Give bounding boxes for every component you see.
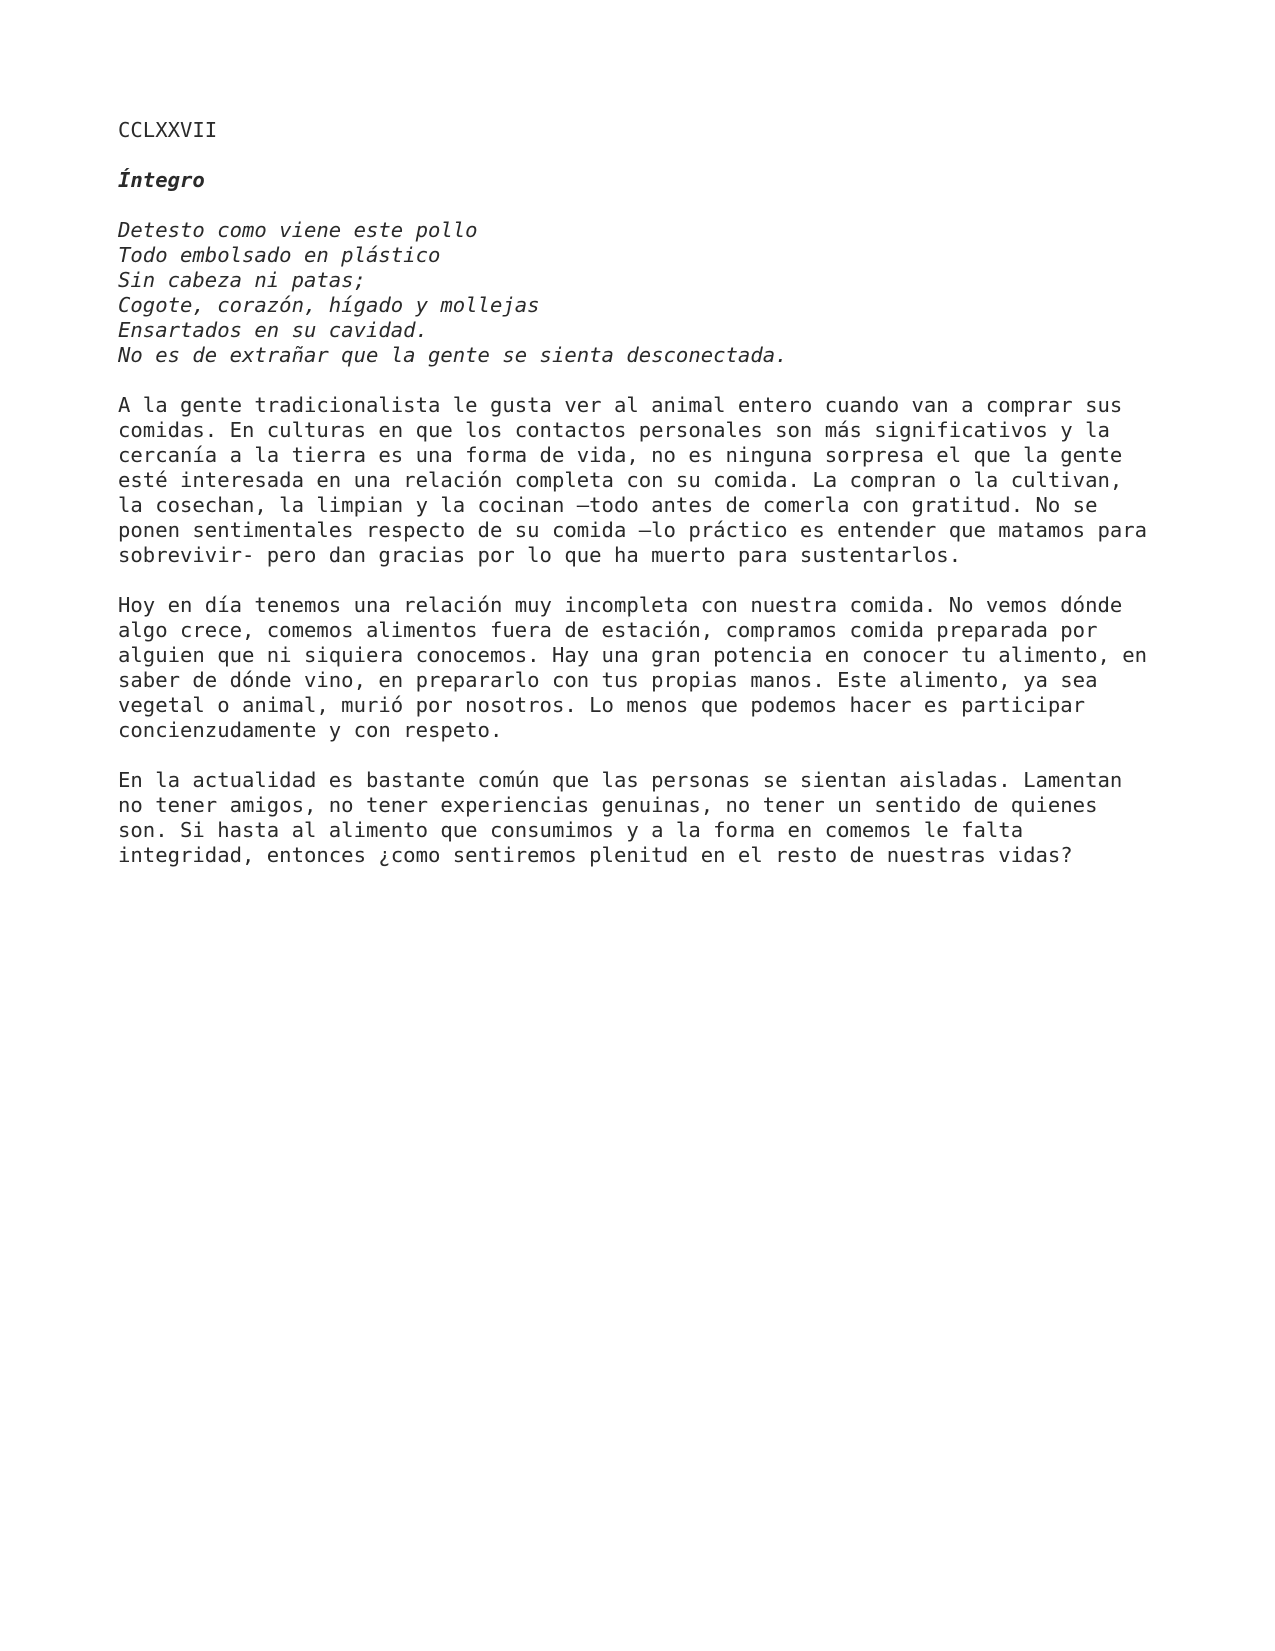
paragraph-line: integridad, entonces ¿como sentiremos plenitud en el resto de nuestras vidas? <box>118 843 1073 867</box>
paragraph-line: esté interesada en una relación completa con su comida. La compran o la cultivan, <box>118 468 1123 492</box>
paragraph-line: cercanía a la tierra es una forma de vida, no es ninguna sorpresa el que la gente <box>118 443 1123 467</box>
paragraph-line: vegetal o animal, murió por nosotros. Lo menos que podemos hacer es participar <box>118 693 1086 717</box>
paragraph-3 <box>118 768 1178 868</box>
poem <box>118 218 1178 368</box>
document-page <box>118 118 1178 868</box>
paragraph-line: comidas. En culturas en que los contactos personales son más significativos y la <box>118 418 1110 442</box>
poem-line: Ensartados en su cavidad. <box>118 318 428 342</box>
poem-line: Sin cabeza ni patas; <box>118 268 366 292</box>
paragraph-line: Hoy en día tenemos una relación muy incompleta con nuestra comida. No vemos dónde <box>118 593 1123 617</box>
poem-line: Detesto como viene este pollo <box>118 218 478 242</box>
poem-line: Cogote, corazón, hígado y mollejas <box>118 293 540 317</box>
poem-line: Todo embolsado en plástico <box>118 243 441 267</box>
paragraph-1 <box>118 393 1178 568</box>
chapter-numeral: CCLXXVII <box>118 118 218 142</box>
paragraph-line: En la actualidad es bastante común que las personas se sientan aisladas. Lamentan <box>118 768 1123 792</box>
paragraph-line: no tener amigos, no tener experiencias genuinas, no tener un sentido de quienes <box>118 793 1098 817</box>
paragraph-2 <box>118 593 1178 743</box>
paragraph-line: la cosechan, la limpian y la cocinan –todo antes de comerla con gratitud. No se <box>118 493 1098 517</box>
paragraph-line: algo crece, comemos alimentos fuera de estación, compramos comida preparada por <box>118 618 1098 642</box>
chapter-title: Íntegro <box>118 168 205 192</box>
paragraph-line: alguien que ni siquiera conocemos. Hay una gran potencia en conocer tu alimento, en <box>118 643 1148 667</box>
paragraph-line: sobrevivir- pero dan gracias por lo que ha muerto para sustentarlos. <box>118 543 962 567</box>
poem-line: No es de extrañar que la gente se sienta desconectada. <box>118 343 788 367</box>
paragraph-line: concienzudamente y con respeto. <box>118 718 503 742</box>
paragraph-line: saber de dónde vino, en prepararlo con tus propias manos. Este alimento, ya sea <box>118 668 1098 692</box>
paragraph-line: ponen sentimentales respecto de su comida –lo práctico es entender que matamos para <box>118 518 1148 542</box>
paragraph-line: A la gente tradicionalista le gusta ver al animal entero cuando van a comprar sus <box>118 393 1123 417</box>
paragraph-line: son. Si hasta al alimento que consumimos y a la forma en comemos le falta <box>118 818 1024 842</box>
